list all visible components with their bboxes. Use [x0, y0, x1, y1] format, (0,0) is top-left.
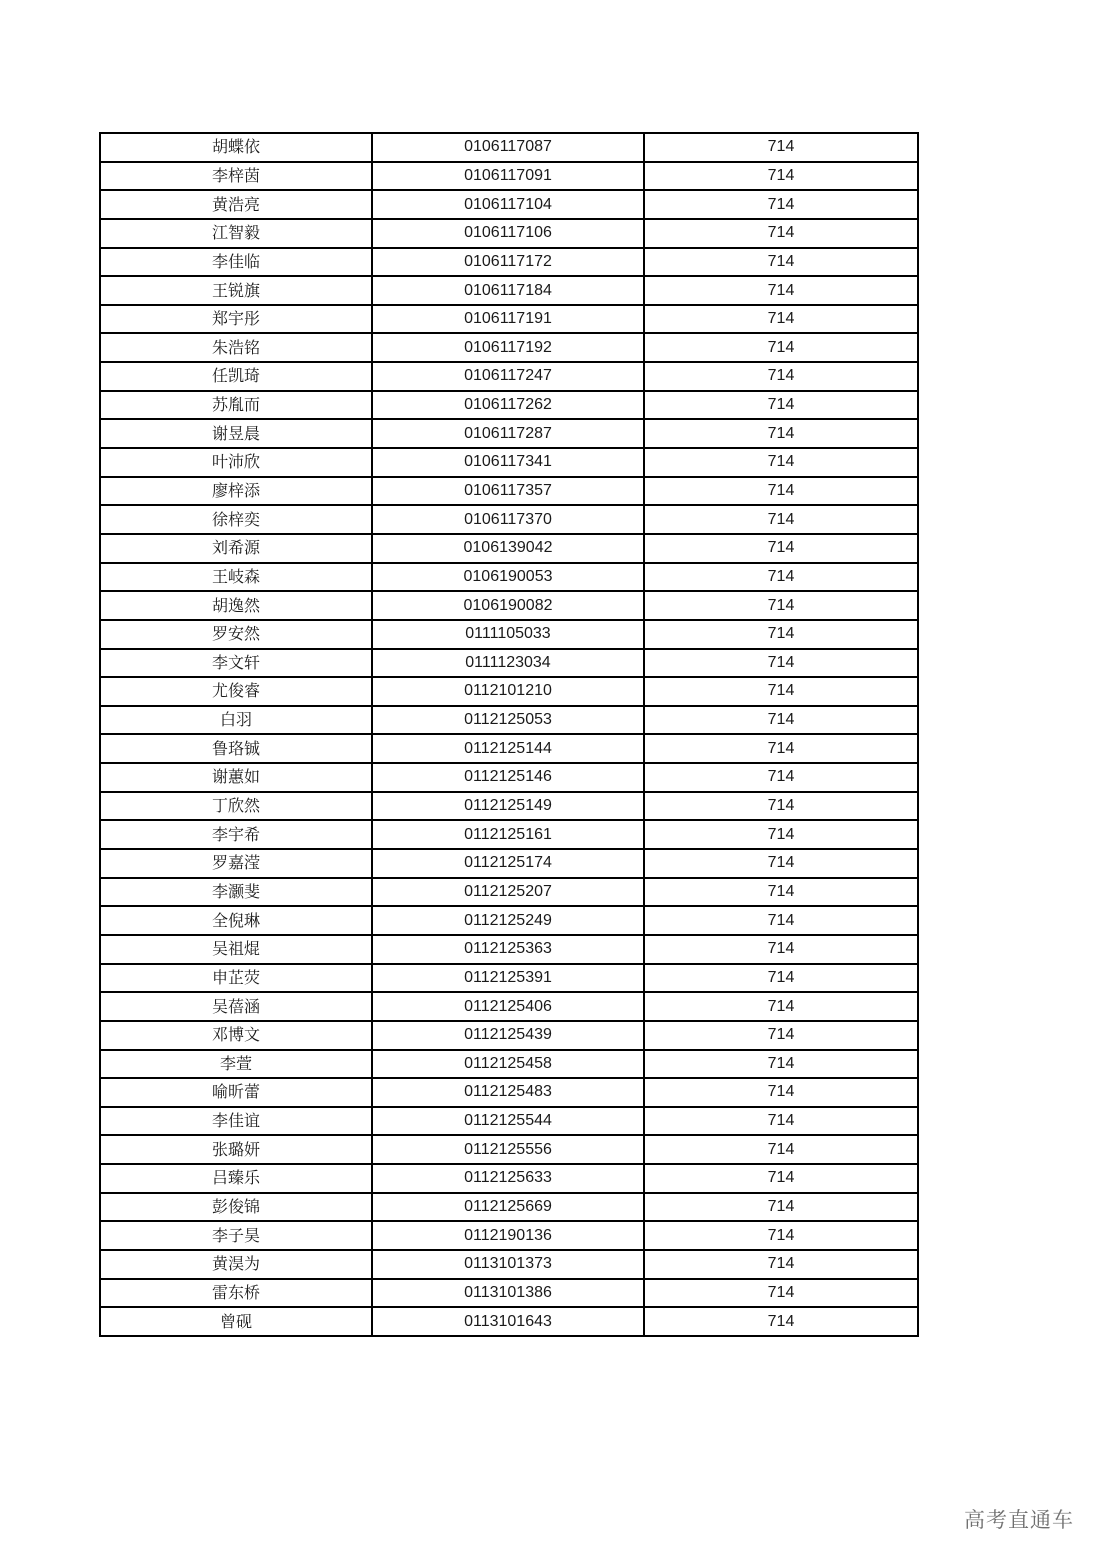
id-cell: 0112125363 — [372, 935, 644, 964]
table-row — [100, 849, 918, 878]
name-cell: 吕臻乐 — [100, 1164, 372, 1193]
table-row — [100, 505, 918, 534]
id-cell: 0106117172 — [372, 248, 644, 277]
table-row — [100, 878, 918, 907]
id-cell: 0106117287 — [372, 419, 644, 448]
table-row — [100, 276, 918, 305]
name-cell: 李梓茵 — [100, 162, 372, 191]
score-cell: 714 — [644, 1193, 918, 1222]
id-cell: 0106117341 — [372, 448, 644, 477]
score-cell: 714 — [644, 333, 918, 362]
score-cell: 714 — [644, 1221, 918, 1250]
table-row — [100, 333, 918, 362]
score-cell: 714 — [644, 1279, 918, 1308]
score-cell: 714 — [644, 1050, 918, 1079]
score-cell: 714 — [644, 391, 918, 420]
table-row — [100, 477, 918, 506]
table-row — [100, 248, 918, 277]
score-cell: 714 — [644, 620, 918, 649]
id-cell: 0112125207 — [372, 878, 644, 907]
id-cell: 0106117191 — [372, 305, 644, 334]
table-row — [100, 992, 918, 1021]
id-cell: 0112125483 — [372, 1078, 644, 1107]
name-cell: 吴蓓涵 — [100, 992, 372, 1021]
roster-table-body — [100, 133, 918, 1336]
id-cell: 0112125053 — [372, 706, 644, 735]
score-cell: 714 — [644, 906, 918, 935]
id-cell: 0112125669 — [372, 1193, 644, 1222]
id-cell: 0106117192 — [372, 333, 644, 362]
id-cell: 0106117370 — [372, 505, 644, 534]
score-cell: 714 — [644, 162, 918, 191]
id-cell: 0112125161 — [372, 820, 644, 849]
score-cell: 714 — [644, 849, 918, 878]
score-cell: 714 — [644, 219, 918, 248]
score-cell: 714 — [644, 964, 918, 993]
table-row — [100, 362, 918, 391]
score-cell: 714 — [644, 706, 918, 735]
name-cell: 王岐森 — [100, 563, 372, 592]
id-cell: 0112125556 — [372, 1135, 644, 1164]
score-cell: 714 — [644, 477, 918, 506]
name-cell: 全倪琳 — [100, 906, 372, 935]
table-row — [100, 1135, 918, 1164]
name-cell: 李佳谊 — [100, 1107, 372, 1136]
table-row — [100, 763, 918, 792]
id-cell: 0112101210 — [372, 677, 644, 706]
table-row — [100, 706, 918, 735]
score-cell: 714 — [644, 820, 918, 849]
score-cell: 714 — [644, 1078, 918, 1107]
name-cell: 罗安然 — [100, 620, 372, 649]
name-cell: 黄浩亮 — [100, 190, 372, 219]
score-cell: 714 — [644, 878, 918, 907]
id-cell: 0106117262 — [372, 391, 644, 420]
table-row — [100, 563, 918, 592]
table-row — [100, 734, 918, 763]
table-row — [100, 1107, 918, 1136]
score-cell: 714 — [644, 992, 918, 1021]
name-cell: 江智毅 — [100, 219, 372, 248]
name-cell: 吴祖焜 — [100, 935, 372, 964]
name-cell: 朱浩铭 — [100, 333, 372, 362]
table-row — [100, 448, 918, 477]
id-cell: 0112125439 — [372, 1021, 644, 1050]
id-cell: 0112125633 — [372, 1164, 644, 1193]
id-cell: 0106190082 — [372, 591, 644, 620]
id-cell: 0106117357 — [372, 477, 644, 506]
id-cell: 0106117106 — [372, 219, 644, 248]
score-cell: 714 — [644, 1135, 918, 1164]
table-row — [100, 935, 918, 964]
table-row — [100, 1279, 918, 1308]
table-row — [100, 133, 918, 162]
score-cell: 714 — [644, 591, 918, 620]
score-cell: 714 — [644, 305, 918, 334]
name-cell: 谢蕙如 — [100, 763, 372, 792]
table-row — [100, 391, 918, 420]
score-cell: 714 — [644, 1164, 918, 1193]
table-row — [100, 534, 918, 563]
id-cell: 0106117104 — [372, 190, 644, 219]
name-cell: 邓博文 — [100, 1021, 372, 1050]
score-cell: 714 — [644, 677, 918, 706]
name-cell: 叶沛欣 — [100, 448, 372, 477]
table-row — [100, 1193, 918, 1222]
table-row — [100, 1307, 918, 1336]
name-cell: 喻昕蕾 — [100, 1078, 372, 1107]
table-row — [100, 1250, 918, 1279]
name-cell: 苏胤而 — [100, 391, 372, 420]
name-cell: 胡逸然 — [100, 591, 372, 620]
name-cell: 谢昱晨 — [100, 419, 372, 448]
table-row — [100, 820, 918, 849]
score-cell: 714 — [644, 763, 918, 792]
name-cell: 李宇希 — [100, 820, 372, 849]
name-cell: 鲁珞铖 — [100, 734, 372, 763]
table-row — [100, 649, 918, 678]
score-cell: 714 — [644, 1107, 918, 1136]
name-cell: 申芷荧 — [100, 964, 372, 993]
id-cell: 0106190053 — [372, 563, 644, 592]
score-cell: 714 — [644, 448, 918, 477]
name-cell: 曾砚 — [100, 1307, 372, 1336]
score-cell: 714 — [644, 505, 918, 534]
id-cell: 0111123034 — [372, 649, 644, 678]
id-cell: 0106117247 — [372, 362, 644, 391]
id-cell: 0113101373 — [372, 1250, 644, 1279]
table-row — [100, 419, 918, 448]
table-row — [100, 677, 918, 706]
name-cell: 李灏斐 — [100, 878, 372, 907]
table-row — [100, 305, 918, 334]
name-cell: 雷东桥 — [100, 1279, 372, 1308]
score-cell: 714 — [644, 734, 918, 763]
score-cell: 714 — [644, 248, 918, 277]
name-cell: 廖梓添 — [100, 477, 372, 506]
id-cell: 0112125249 — [372, 906, 644, 935]
table-row — [100, 1021, 918, 1050]
id-cell: 0106117184 — [372, 276, 644, 305]
name-cell: 郑宇彤 — [100, 305, 372, 334]
name-cell: 丁欣然 — [100, 792, 372, 821]
id-cell: 0112190136 — [372, 1221, 644, 1250]
name-cell: 黄淏为 — [100, 1250, 372, 1279]
name-cell: 徐梓奕 — [100, 505, 372, 534]
name-cell: 任凯琦 — [100, 362, 372, 391]
table-row — [100, 906, 918, 935]
id-cell: 0113101386 — [372, 1279, 644, 1308]
name-cell: 王锐旗 — [100, 276, 372, 305]
roster-table — [99, 132, 919, 1337]
id-cell: 0112125144 — [372, 734, 644, 763]
name-cell: 李萱 — [100, 1050, 372, 1079]
table-row — [100, 219, 918, 248]
score-cell: 714 — [644, 362, 918, 391]
watermark: 高考直通车 — [964, 1508, 1074, 1532]
name-cell: 胡蝶依 — [100, 133, 372, 162]
name-cell: 刘希源 — [100, 534, 372, 563]
score-cell: 714 — [644, 792, 918, 821]
id-cell: 0106117091 — [372, 162, 644, 191]
name-cell: 李文轩 — [100, 649, 372, 678]
score-cell: 714 — [644, 276, 918, 305]
score-cell: 714 — [644, 563, 918, 592]
score-cell: 714 — [644, 190, 918, 219]
id-cell: 0112125544 — [372, 1107, 644, 1136]
score-cell: 714 — [644, 1021, 918, 1050]
name-cell: 尤俊睿 — [100, 677, 372, 706]
name-cell: 张璐妍 — [100, 1135, 372, 1164]
table-row — [100, 162, 918, 191]
id-cell: 0106139042 — [372, 534, 644, 563]
id-cell: 0113101643 — [372, 1307, 644, 1336]
table-row — [100, 190, 918, 219]
id-cell: 0106117087 — [372, 133, 644, 162]
name-cell: 彭俊锦 — [100, 1193, 372, 1222]
score-cell: 714 — [644, 935, 918, 964]
name-cell: 李子昊 — [100, 1221, 372, 1250]
name-cell: 罗嘉滢 — [100, 849, 372, 878]
table-row — [100, 1221, 918, 1250]
table-row — [100, 1078, 918, 1107]
score-cell: 714 — [644, 649, 918, 678]
score-cell: 714 — [644, 1307, 918, 1336]
table-row — [100, 1164, 918, 1193]
id-cell: 0112125458 — [372, 1050, 644, 1079]
id-cell: 0112125149 — [372, 792, 644, 821]
score-cell: 714 — [644, 1250, 918, 1279]
table-row — [100, 792, 918, 821]
table-row — [100, 964, 918, 993]
id-cell: 0112125174 — [372, 849, 644, 878]
table-row — [100, 1050, 918, 1079]
name-cell: 白羽 — [100, 706, 372, 735]
id-cell: 0111105033 — [372, 620, 644, 649]
score-cell: 714 — [644, 419, 918, 448]
id-cell: 0112125146 — [372, 763, 644, 792]
score-cell: 714 — [644, 133, 918, 162]
table-row — [100, 620, 918, 649]
id-cell: 0112125406 — [372, 992, 644, 1021]
name-cell: 李佳临 — [100, 248, 372, 277]
table-row — [100, 591, 918, 620]
id-cell: 0112125391 — [372, 964, 644, 993]
score-cell: 714 — [644, 534, 918, 563]
